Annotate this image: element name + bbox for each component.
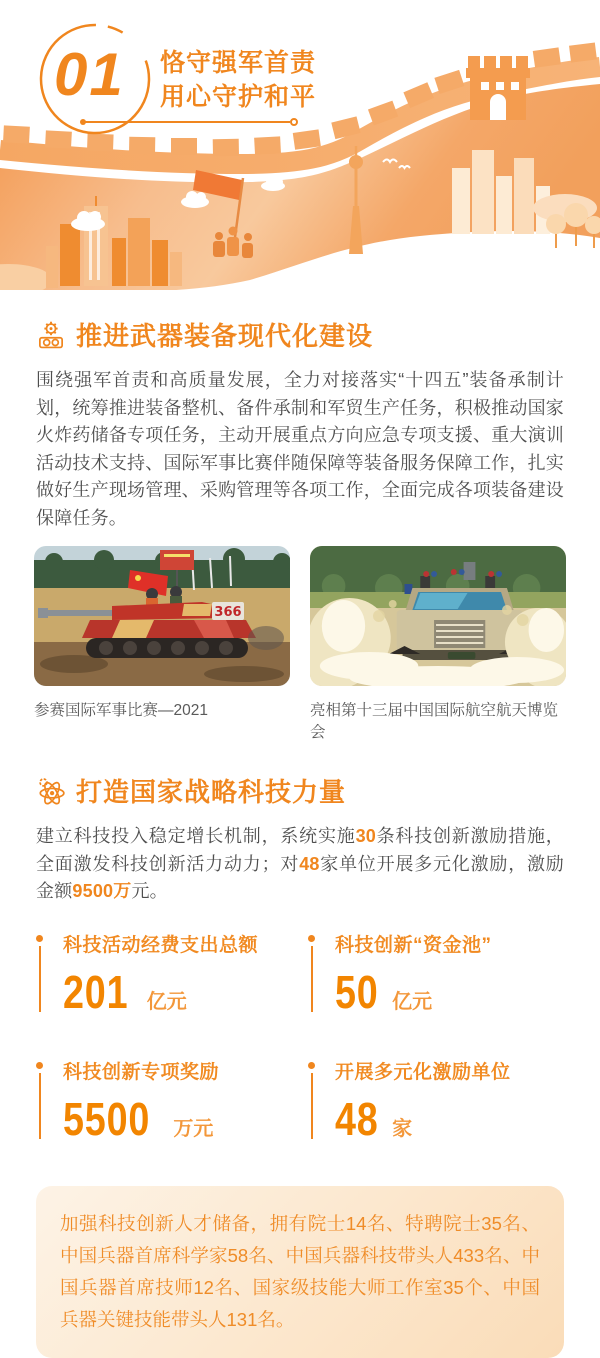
photo-caption-2: 亮相第十三届中国国际航空航天博览会 <box>310 702 559 741</box>
stat-funding-pool <box>308 930 580 1019</box>
stat-rd-expense <box>36 930 308 1019</box>
highlight-30: 30 <box>355 826 377 846</box>
section1-paragraph: 围绕强军首责和高质量发展，全力对接落实“十四五”装备承制计划，统筹推进装备整机、备件承制和军贸生产任务，积极推动国家火炸药储备专项任务，主动开展重点方向应急专项支援、重大演训活动技术支持、国际军事比赛伴随保障等装备服务保障工作，扎实做好生产现场管理、采购管理等各项工作，全面完成各项装备建设保障任务。 <box>36 370 564 528</box>
section2-title: 打造国家战略科技力量 <box>76 777 347 807</box>
stat-label: 科技创新专项奖励 <box>63 1061 220 1083</box>
photo-caption-1: 参赛国际军事比赛—2021 <box>34 702 208 719</box>
svg-text:366: 366 <box>214 605 242 620</box>
watchtower-icon <box>466 56 530 120</box>
section1-heading <box>0 316 600 353</box>
stat-marker-dot <box>308 935 315 942</box>
stat-label: 科技活动经费支出总额 <box>63 934 259 956</box>
stat-label: 科技创新“资金池” <box>335 934 492 956</box>
armored-vehicle-airshow-photo <box>310 546 566 686</box>
stat-marker-dot <box>36 1062 43 1069</box>
stat-value: 5500 <box>63 1092 151 1145</box>
stat-value: 50 <box>335 965 379 1018</box>
highlight-48: 48 <box>299 853 320 874</box>
stat-marker-line <box>39 946 41 1012</box>
stat-unit: 家 <box>392 1117 413 1140</box>
underline-ring <box>290 118 298 126</box>
title-underline <box>80 117 298 127</box>
chapter-title-line1: 恪守强军首责 <box>160 49 317 77</box>
photo-row <box>0 546 600 686</box>
highlight-9500: 9500万 <box>72 881 132 901</box>
tank-photo-illustration <box>34 546 290 686</box>
section1-title: 推进武器装备现代化建设 <box>76 321 374 351</box>
stat-marker-line <box>311 1073 313 1139</box>
underline-line <box>84 121 290 123</box>
stat-label: 开展多元化激励单位 <box>335 1061 511 1083</box>
section2-heading <box>0 772 600 809</box>
gear-machine-icon <box>36 320 66 350</box>
section2-paragraph: 建立科技投入稳定增长机制，系统实施30条科技创新激励措施，全面激发科技创新活力动力；对48家单位开展多元化激励，激励金额9500万元。 <box>36 826 565 901</box>
stat-marker-dot <box>36 935 43 942</box>
stat-marker-line <box>311 946 313 1012</box>
talent-note-box: 加强科技创新人才储备，拥有院士14名、特聘院士35名、中国兵器首席科学家58名、中国兵器科技带头人433名、中国兵器首席技师12名、国家级技能大师工作室35个、中国兵器关键技能带头人131名。 <box>36 1186 564 1358</box>
atom-icon <box>36 776 66 806</box>
vehicle-photo-illustration <box>310 546 566 686</box>
stat-incentive-units <box>308 1057 580 1146</box>
stat-unit: 亿元 <box>392 990 433 1013</box>
chapter-title-line2: 用心守护和平 <box>160 83 317 111</box>
stat-innovation-award <box>36 1057 308 1146</box>
stat-marker-dot <box>308 1062 315 1069</box>
stat-unit: 亿元 <box>146 990 187 1013</box>
photo-captions <box>0 698 600 742</box>
stats-grid <box>0 930 600 1146</box>
stat-marker-line <box>39 1073 41 1139</box>
chapter-number: 01 <box>54 41 125 108</box>
stat-unit: 万元 <box>173 1117 214 1140</box>
stat-value: 48 <box>335 1092 379 1145</box>
page-header <box>0 0 600 290</box>
tank-competition-photo <box>34 546 290 686</box>
stat-value: 201 <box>63 965 129 1018</box>
chapter-title <box>160 46 316 114</box>
